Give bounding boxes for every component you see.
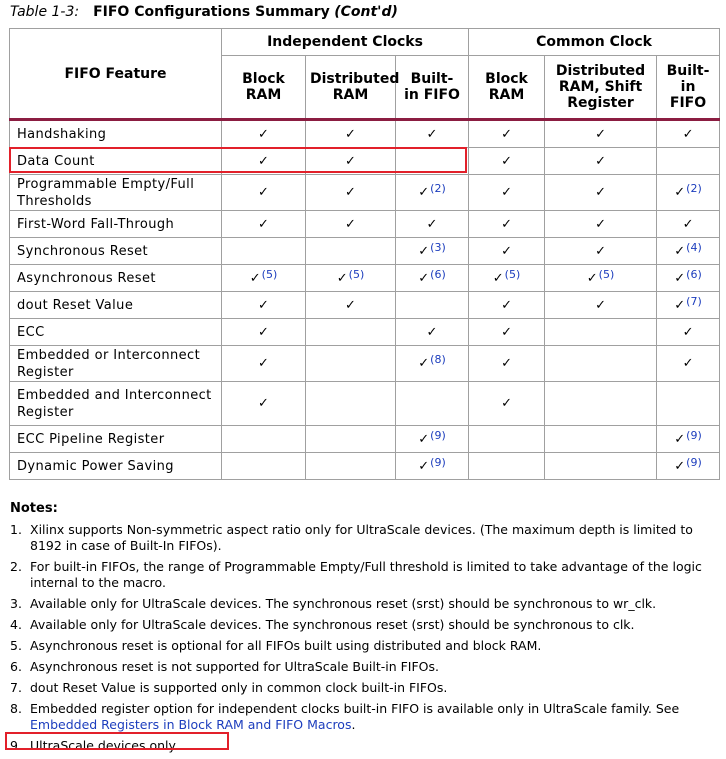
support-cell [657,319,720,346]
support-cell [396,148,469,175]
table-cont-label: (Cont'd) [334,4,398,20]
checkmark-icon: ✓ [418,458,430,474]
col-header: Block RAM [469,56,545,120]
note-text: UltraScale devices only. [30,738,179,753]
checkmark-icon: ✓ [501,396,512,411]
col-header: Built-in FIFO [657,56,720,120]
feature-cell: Handshaking [10,120,222,148]
note-text-block [30,617,720,633]
checkmark-icon: ✓ [258,126,269,142]
checkmark-icon: ✓ [345,153,356,169]
note-reference-link[interactable]: (9) [686,428,702,442]
support-cell [222,175,306,211]
support-cell [657,211,720,238]
checkmark-icon: ✓ [501,185,512,200]
support-cell [657,120,720,148]
checkmark-icon: ✓ [501,126,512,142]
feature-cell: Programmable Empty/Full Thresholds [10,175,222,211]
support-cell [396,211,469,238]
note-item [10,701,720,733]
support-cell [657,382,720,426]
feature-cell: ECC [10,319,222,346]
checkmark-icon: ✓ [674,270,686,286]
support-cell [396,120,469,148]
checkmark-icon: ✓ [501,153,512,169]
note-text-block [30,680,720,696]
support-cell [545,211,657,238]
checkmark-icon: ✓ [345,216,356,232]
support-cell [469,148,545,175]
note-item [10,680,720,696]
note-reference-link[interactable]: (4) [686,240,702,254]
note-text: Asynchronous reset is not supported for UltraScale Built-in FIFOs. [30,659,439,674]
support-cell [545,148,657,175]
support-cell [657,148,720,175]
table-title: FIFO Configurations Summary [93,4,330,20]
table-caption [10,2,398,22]
feature-cell: Dynamic Power Saving [10,453,222,480]
checkmark-icon: ✓ [595,297,606,313]
note-reference-link[interactable]: (6) [686,267,702,281]
support-cell [222,120,306,148]
note-item [10,559,720,591]
support-cell [222,319,306,346]
note-reference-link[interactable]: (2) [430,182,446,195]
checkmark-icon: ✓ [501,297,512,313]
note-reference-link[interactable]: (6) [430,267,446,281]
table-row [10,265,720,292]
checkmark-icon: ✓ [674,297,686,313]
support-cell [657,453,720,480]
support-cell [545,453,657,480]
support-cell [396,292,469,319]
support-cell [545,120,657,148]
note-number: 4. [10,617,22,632]
note-text-block [30,638,720,654]
support-cell [469,319,545,346]
note-reference-link[interactable]: (5) [348,267,365,281]
note-number: 8. [10,701,22,716]
support-cell [396,265,469,292]
checkmark-icon: ✓ [595,153,606,169]
checkmark-icon: ✓ [501,216,512,232]
note-text: Xilinx supports Non-symmetric aspect ratio only for UltraScale devices. (The maximum depth is limited to 8192 in case of Built-In FIFOs). [30,522,693,553]
checkmark-icon: ✓ [501,356,512,371]
note-text: Embedded register option for independent clocks built-in FIFO is available only in UltraScale family. See [30,701,680,716]
support-cell [657,265,720,292]
support-cell [545,175,657,211]
feature-cell: Synchronous Reset [10,238,222,265]
support-cell [306,120,396,148]
support-cell [396,453,469,480]
feature-cell: First-Word Fall-Through [10,211,222,238]
checkmark-icon: ✓ [586,270,598,286]
checkmark-icon: ✓ [682,216,694,232]
support-cell [545,265,657,292]
support-cell [306,453,396,480]
checkmark-icon: ✓ [258,396,269,411]
note-text-block [30,659,720,675]
note-item [10,522,720,554]
table-row [10,382,720,426]
support-cell [222,148,306,175]
support-cell [469,292,545,319]
support-cell [657,238,720,265]
checkmark-icon: ✓ [258,356,269,371]
note-item [10,596,720,612]
support-cell [657,346,720,382]
checkmark-icon: ✓ [595,243,606,259]
support-cell [469,211,545,238]
support-cell [306,346,396,382]
col-header: Built-in FIFO [396,56,469,120]
note-text-block [30,596,720,612]
notes-section [10,501,720,759]
support-cell [396,346,469,382]
note-number: 7. [10,680,22,695]
checkmark-icon: ✓ [682,126,694,142]
note-text: Available only for UltraScale devices. The synchronous reset (srst) should be synchronous to clk. [30,617,635,632]
checkmark-icon: ✓ [674,458,686,474]
table-row [10,453,720,480]
table-row [10,346,720,382]
checkmark-icon: ✓ [418,243,430,259]
checkmark-icon: ✓ [418,270,430,286]
checkmark-icon: ✓ [336,270,348,286]
checkmark-icon: ✓ [674,431,686,447]
checkmark-icon: ✓ [345,126,356,142]
note-reference-link[interactable]: (3) [430,240,446,254]
note-reference-link[interactable]: (8) [430,353,446,366]
table-row [10,426,720,453]
support-cell [222,238,306,265]
support-cell [222,426,306,453]
checkmark-icon: ✓ [258,324,269,340]
col-header: Distributed RAM [306,56,396,120]
support-cell [545,319,657,346]
support-cell [469,238,545,265]
checkmark-icon: ✓ [426,126,438,142]
table-row [10,319,720,346]
note-tail: . [351,717,356,732]
checkmark-icon: ✓ [682,356,694,371]
note-text: Asynchronous reset is optional for all FIFOs built using distributed and block RAM. [30,638,542,653]
support-cell [469,120,545,148]
note-number: 1. [10,522,22,537]
checkmark-icon: ✓ [249,270,261,286]
note-item [10,617,720,633]
support-cell [306,238,396,265]
feature-cell: Asynchronous Reset [10,265,222,292]
support-cell [306,265,396,292]
support-cell [306,292,396,319]
support-cell [545,238,657,265]
support-cell [222,211,306,238]
checkmark-icon: ✓ [595,185,606,200]
feature-cell: ECC Pipeline Register [10,426,222,453]
feature-cell: Embedded and Interconnect Register [10,382,222,426]
table-row [10,175,720,211]
note-text-block [30,701,720,733]
note-item [10,659,720,675]
col-header: Block RAM [222,56,306,120]
fifo-config-table [9,28,720,480]
feature-cell: dout Reset Value [10,292,222,319]
table-row [10,120,720,148]
checkmark-icon: ✓ [595,216,606,232]
support-cell [469,382,545,426]
support-cell [306,426,396,453]
notes-title: Notes: [10,501,58,516]
support-cell [396,238,469,265]
table-row [10,211,720,238]
note-text: dout Reset Value is supported only in common clock built-in FIFOs. [30,680,448,695]
support-cell [396,426,469,453]
feature-cell: Data Count [10,148,222,175]
checkmark-icon: ✓ [501,243,512,259]
support-cell [657,175,720,211]
checkmark-icon: ✓ [258,153,269,169]
table-row [10,238,720,265]
note-text: For built-in FIFOs, the range of Programmable Empty/Full threshold is limited to take advantage of the logic internal to the macro. [30,559,702,590]
note-reference-link[interactable]: (2) [686,182,702,195]
checkmark-icon: ✓ [418,185,430,200]
support-cell [545,382,657,426]
checkmark-icon: ✓ [595,126,606,142]
checkmark-icon: ✓ [345,297,356,313]
checkmark-icon: ✓ [258,297,269,313]
col-header: Distributed RAM, Shift Register [545,56,657,120]
checkmark-icon: ✓ [674,243,686,259]
note-text: Available only for UltraScale devices. The synchronous reset (srst) should be synchronous to wr_clk. [30,596,657,611]
support-cell [306,175,396,211]
support-cell [545,346,657,382]
note-text-block [30,522,720,554]
note-item [10,738,720,754]
support-cell [222,346,306,382]
support-cell [396,319,469,346]
note-number: 6. [10,659,22,674]
support-cell [306,319,396,346]
note-text-block [30,559,720,591]
note-reference-link[interactable]: (5) [598,267,615,281]
support-cell [306,148,396,175]
checkmark-icon: ✓ [345,185,356,200]
note-item [10,638,720,654]
note-reference-link[interactable]: (7) [686,294,702,308]
checkmark-icon: ✓ [426,324,438,340]
support-cell [545,292,657,319]
note-reference-link[interactable]: (9) [430,428,446,442]
support-cell [222,292,306,319]
checkmark-icon: ✓ [674,185,686,200]
table-row [10,292,720,319]
checkmark-icon: ✓ [682,324,694,340]
embedded-registers-link[interactable]: Embedded Registers in Block RAM and FIFO Macros [30,717,352,732]
checkmark-icon: ✓ [501,324,512,340]
table-number: Table 1-3: [10,4,80,20]
note-number: 2. [10,559,22,574]
support-cell [657,292,720,319]
checkmark-icon: ✓ [418,431,430,447]
support-cell [306,382,396,426]
support-cell [222,265,306,292]
note-text-block [30,738,720,754]
support-cell [469,346,545,382]
checkmark-icon: ✓ [258,185,269,200]
support-cell [469,265,545,292]
checkmark-icon: ✓ [426,216,438,232]
support-cell [469,175,545,211]
support-cell [469,453,545,480]
note-number: 5. [10,638,22,653]
notes-list [10,522,720,754]
note-reference-link[interactable]: (5) [504,267,521,281]
feature-cell: Embedded or Interconnect Register [10,346,222,382]
checkmark-icon: ✓ [258,216,269,232]
support-cell [657,426,720,453]
checkmark-icon: ✓ [492,270,504,286]
support-cell [396,382,469,426]
support-cell [222,453,306,480]
checkmark-icon: ✓ [418,356,430,371]
support-cell [306,211,396,238]
support-cell [469,426,545,453]
group-header-common: Common Clock [469,29,720,56]
feature-header: FIFO Feature [10,29,222,120]
note-reference-link[interactable]: (9) [430,455,446,469]
support-cell [396,175,469,211]
support-cell [222,382,306,426]
group-header-independent: Independent Clocks [222,29,469,56]
note-number: 3. [10,596,22,611]
support-cell [545,426,657,453]
note-reference-link[interactable]: (9) [686,455,702,469]
note-number: 9. [10,738,22,753]
table-row [10,148,720,175]
note-reference-link[interactable]: (5) [261,267,278,281]
